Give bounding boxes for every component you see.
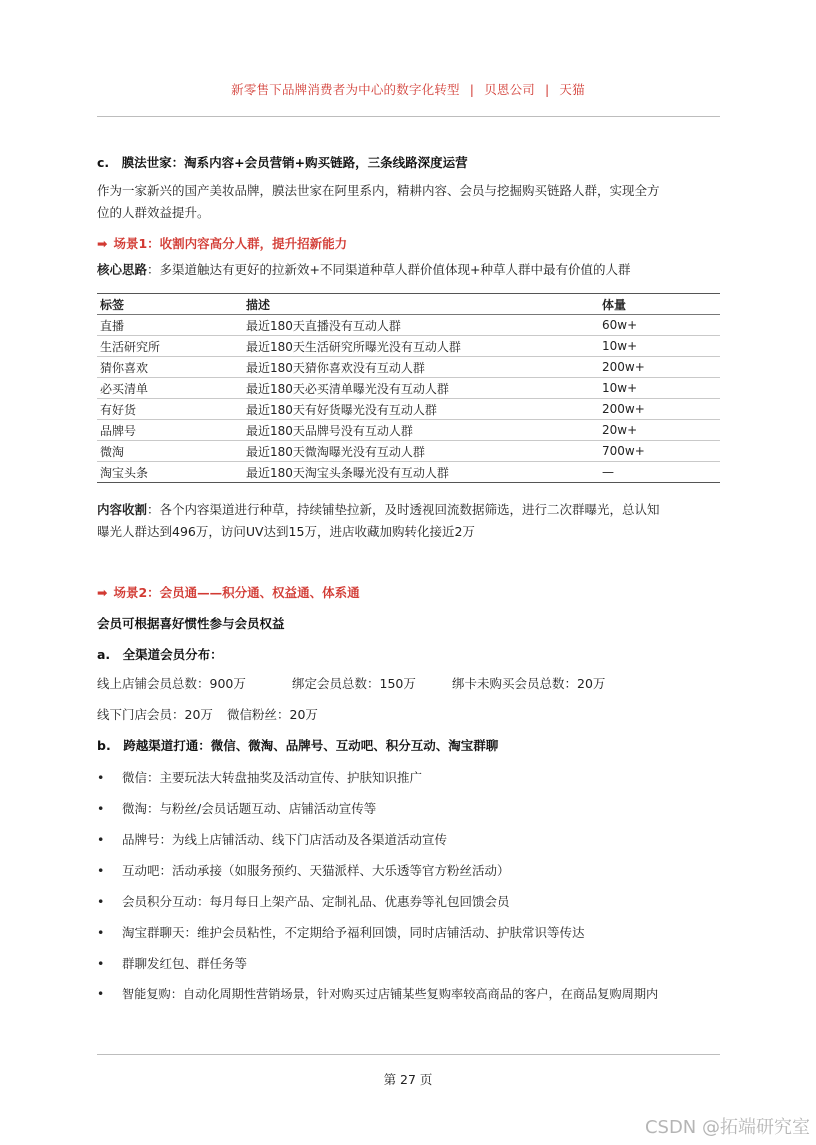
table-row (97, 441, 720, 462)
table-row (97, 378, 720, 399)
cell-description: 最近180天猜你喜欢没有互动人群 (243, 357, 599, 378)
core-idea (97, 259, 630, 281)
content-harvest-line2: 曝光人群达到496万，访问UV达到15万，进店收藏加购转化接近2万 (97, 524, 475, 539)
table-header-label: 标签 (97, 294, 243, 315)
scene1-heading (97, 234, 347, 252)
table-row (97, 357, 720, 378)
header-report-title: 新零售下品牌消费者为中心的数字化转型 (231, 82, 460, 97)
section-c-intro-line1: 作为一家新兴的国产美妆品牌，膜法世家在阿里系内，精耕内容、会员与挖掘购买链路人群，实现全方 (97, 183, 660, 198)
member-distribution-heading: a. 全渠道会员分布： (97, 647, 223, 662)
cell-label: 有好货 (97, 399, 243, 420)
bullet-icon: • (97, 832, 105, 847)
core-idea-label: 核心思路 (97, 262, 148, 277)
scene1-title: 场景1：收割内容高分人群，提升招新能力 (113, 236, 348, 251)
header-company: 贝恩公司 (484, 82, 535, 97)
content-harvest-label: 内容收割 (97, 502, 148, 517)
bullet-icon: • (97, 863, 105, 878)
cell-volume: — (599, 462, 720, 483)
member-stats-row1 (97, 673, 605, 695)
header-separator: | (545, 82, 550, 97)
table-row (97, 420, 720, 441)
header-divider (97, 116, 720, 117)
bullet-icon: • (97, 987, 105, 1001)
cell-description: 最近180天必买清单曝光没有互动人群 (243, 378, 599, 399)
bullet-icon: • (97, 956, 105, 971)
list-item (97, 954, 247, 972)
content-harvest-line1 (97, 499, 660, 521)
cell-description: 最近180天品牌号没有互动人群 (243, 420, 599, 441)
cell-description: 最近180天生活研究所曝光没有互动人群 (243, 336, 599, 357)
cell-volume: 20w+ (599, 420, 720, 441)
cell-label: 品牌号 (97, 420, 243, 441)
section-c-intro-line2: 位的人群效益提升。 (97, 205, 210, 220)
scene2-title: 场景2：会员通——积分通、权益通、体系通 (113, 585, 360, 600)
scene2-heading (97, 583, 360, 601)
cell-description: 最近180天直播没有互动人群 (243, 315, 599, 336)
bullet-icon: • (97, 801, 105, 816)
cell-label: 淘宝头条 (97, 462, 243, 483)
footer-divider (97, 1054, 720, 1055)
table-row (97, 399, 720, 420)
cell-label: 生活研究所 (97, 336, 243, 357)
core-idea-text: ：多渠道触达有更好的拉新效+不同渠道种草人群价值体现+种草人群中最有价值的人群 (147, 262, 631, 277)
audience-table (97, 293, 720, 483)
stat-online-members: 线上店铺会员总数：900万 (97, 676, 246, 691)
stat-wechat-fans: 微信粉丝：20万 (227, 707, 318, 722)
list-item-text: 微信：主要玩法大转盘抽奖及活动宣传、护肤知识推广 (122, 770, 423, 785)
table-header-row (97, 294, 720, 315)
table-header-description: 描述 (243, 294, 599, 315)
arrow-right-icon: ➡ (97, 585, 108, 600)
table-row (97, 336, 720, 357)
stat-bound-members: 绑定会员总数：150万 (292, 676, 416, 691)
cell-description: 最近180天有好货曝光没有互动人群 (243, 399, 599, 420)
stat-offline-members: 线下门店会员：20万 (97, 707, 213, 722)
member-stats-row2 (97, 704, 318, 726)
section-c-heading: c. 膜法世家：淘系内容+会员营销+购买链路，三条线路深度运营 (97, 155, 468, 170)
bullet-icon: • (97, 925, 105, 940)
cell-label: 直播 (97, 315, 243, 336)
cell-description: 最近180天淘宝头条曝光没有互动人群 (243, 462, 599, 483)
list-item (97, 892, 510, 910)
list-item (97, 768, 422, 786)
list-item-text: 微淘：与粉丝/会员话题互动、店铺活动宣传等 (122, 801, 377, 816)
cell-volume: 60w+ (599, 315, 720, 336)
header-partner: 天猫 (559, 82, 585, 97)
list-item-text: 智能复购：自动化周期性营销场景，针对购买过店铺某些复购率较高商品的客户，在商品复购周期内 (122, 987, 659, 1001)
content-harvest-text: ：各个内容渠道进行种草，持续铺垫拉新，及时透视回流数据筛选，进行二次群曝光，总认知 (147, 502, 660, 517)
list-item-text: 会员积分互动：每月每日上架产品、定制礼品、优惠券等礼包回馈会员 (122, 894, 510, 909)
page-number: 第 27 页 (383, 1072, 433, 1087)
channel-integration-heading: b. 跨越渠道打通：微信、微淘、品牌号、互动吧、积分互动、淘宝群聊 (97, 738, 499, 753)
cell-label: 猜你喜欢 (97, 357, 243, 378)
arrow-right-icon: ➡ (97, 236, 108, 251)
stat-unpurchased-members: 绑卡未购买会员总数：20万 (452, 676, 606, 691)
document-header (0, 80, 816, 98)
cell-volume: 700w+ (599, 441, 720, 462)
cell-label: 必买清单 (97, 378, 243, 399)
list-item (97, 985, 658, 1002)
cell-volume: 200w+ (599, 399, 720, 420)
table-row (97, 462, 720, 483)
list-item-text: 品牌号：为线上店铺活动、线下门店活动及各渠道活动宣传 (122, 832, 448, 847)
list-item-text: 互动吧：活动承接（如服务预约、天猫派样、大乐透等官方粉丝活动） (122, 863, 510, 878)
list-item (97, 799, 376, 817)
list-item (97, 923, 585, 941)
list-item (97, 861, 510, 879)
list-item (97, 830, 447, 848)
list-item-text: 群聊发红包、群任务等 (122, 956, 248, 971)
bullet-icon: • (97, 770, 105, 785)
watermark: CSDN @拓端研究室 (644, 1117, 810, 1138)
list-item-text: 淘宝群聊天：维护会员粘性，不定期给予福利回馈，同时店铺活动、护肤常识等传达 (122, 925, 585, 940)
header-separator: | (469, 82, 475, 97)
cell-label: 微淘 (97, 441, 243, 462)
cell-description: 最近180天微淘曝光没有互动人群 (243, 441, 599, 462)
table-header-volume: 体量 (599, 294, 720, 315)
cell-volume: 200w+ (599, 357, 720, 378)
cell-volume: 10w+ (599, 336, 720, 357)
cell-volume: 10w+ (599, 378, 720, 399)
table-row (97, 315, 720, 336)
scene2-subtitle: 会员可根据喜好惯性参与会员权益 (97, 616, 285, 631)
bullet-icon: • (97, 894, 105, 909)
